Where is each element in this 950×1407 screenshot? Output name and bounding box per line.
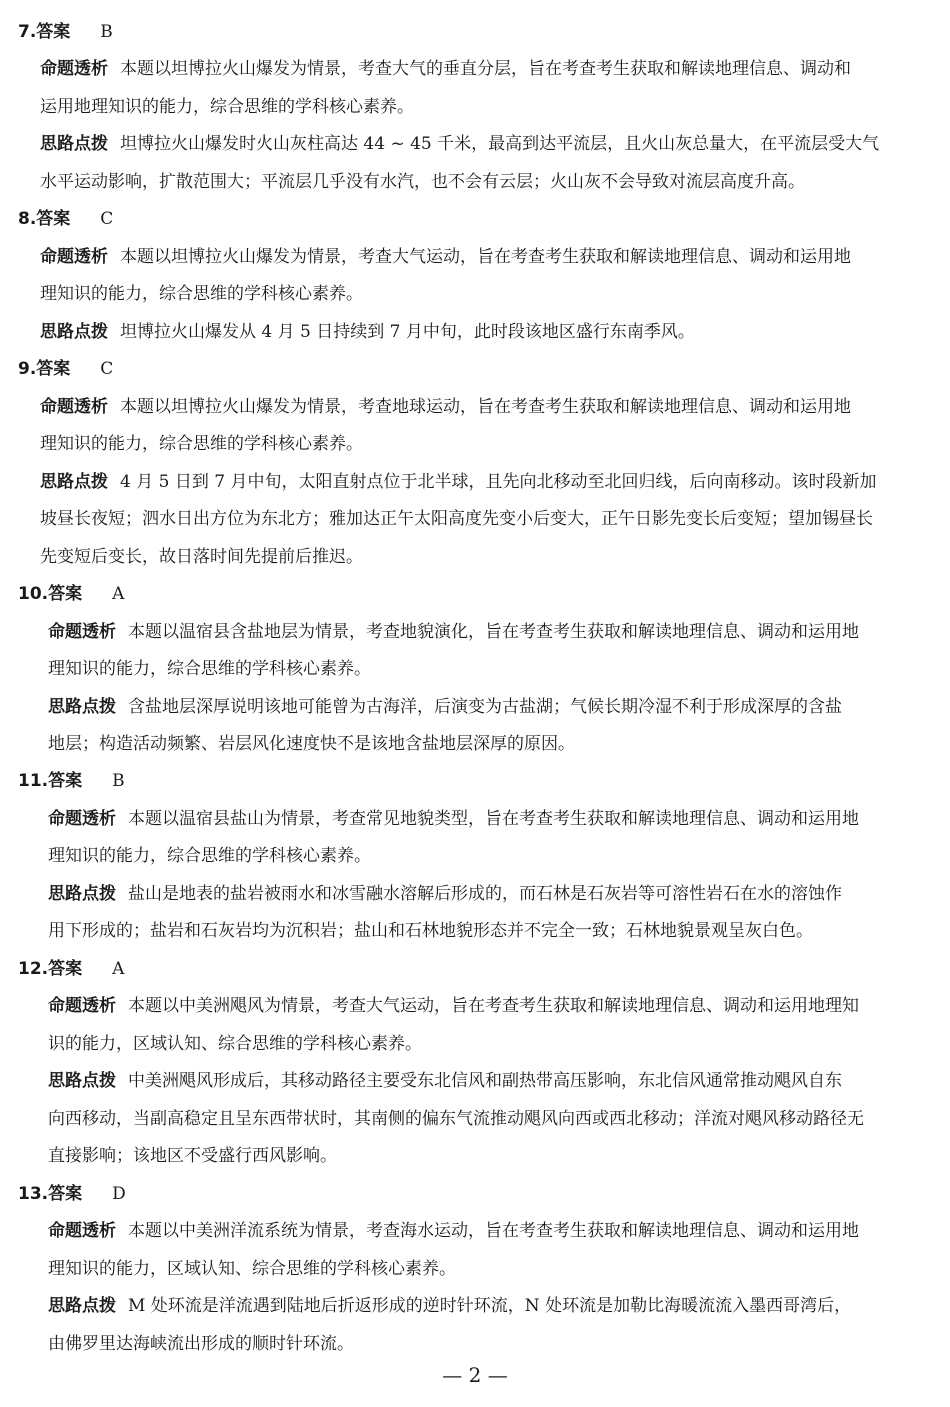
answer-label: 答案	[48, 584, 83, 604]
analysis-text: 本题以坦博拉火山爆发为情景，考查地球运动，旨在考查考生获取和解读地理信息、调动和运用地	[120, 397, 851, 417]
analysis-label: 命题透析	[48, 1221, 116, 1241]
answer-label: 答案	[48, 959, 83, 979]
analysis-text-cont: 理知识的能力，综合思维的学科核心素养。	[48, 659, 371, 679]
analysis-text-cont: 识的能力，区域认知、综合思维的学科核心素养。	[48, 1034, 422, 1054]
answer-line	[18, 769, 918, 795]
hint-line	[48, 882, 938, 908]
answer-value: A	[112, 959, 125, 979]
hint-text: 盐山是地表的盐岩被雨水和冰雪融水溶解后形成的，而石林是石灰岩等可溶性岩石在水的溶蚀作	[128, 884, 842, 904]
analysis-text-cont: 理知识的能力，综合思维的学科核心素养。	[40, 434, 363, 454]
answer-line	[18, 357, 918, 383]
answer-value: B	[100, 22, 113, 42]
hint-label: 思路点拨	[40, 472, 108, 492]
hint-text-cont: 坡昼长夜短；泗水日出方位为东北方；雅加达正午太阳高度先变小后变大，正午日影先变长后变短；望加锡昼长	[40, 509, 873, 529]
question-number: 8.	[18, 209, 37, 229]
analysis-label: 命题透析	[40, 397, 108, 417]
answer-label: 答案	[48, 771, 83, 791]
analysis-label: 命题透析	[48, 996, 116, 1016]
analysis-label: 命题透析	[48, 809, 116, 829]
question-number: 7.	[18, 22, 37, 42]
analysis-label: 命题透析	[40, 59, 108, 79]
hint-label: 思路点拨	[48, 697, 116, 717]
hint-text-cont: 地层；构造活动频繁、岩层风化速度快不是该地含盐地层深厚的原因。	[48, 734, 575, 754]
analysis-text-cont: 理知识的能力，综合思维的学科核心素养。	[40, 284, 363, 304]
hint-line	[48, 1294, 938, 1320]
hint-text: 坦博拉火山爆发从 4 月 5 日持续到 7 月中旬，此时段该地区盛行东南季风。	[120, 322, 695, 342]
answer-value: D	[112, 1184, 126, 1204]
hint-text-cont: 用下形成的；盐岩和石灰岩均为沉积岩；盐山和石林地貌形态并不完全一致；石林地貌景观呈灰白色。	[48, 921, 813, 941]
analysis-text-cont: 理知识的能力，区域认知、综合思维的学科核心素养。	[48, 1259, 456, 1279]
hint-label: 思路点拨	[48, 1071, 116, 1091]
analysis-line	[40, 395, 940, 421]
hint-text: 4 月 5 日到 7 月中旬，太阳直射点位于北半球，且先向北移动至北回归线，后向南移动。该时段新加	[120, 472, 877, 492]
hint-text-cont: 直接影响；该地区不受盛行西风影响。	[48, 1146, 337, 1166]
analysis-label: 命题透析	[48, 622, 116, 642]
question-number: 12.	[18, 959, 49, 979]
hint-text-cont: 由佛罗里达海峡流出形成的顺时针环流。	[48, 1334, 354, 1354]
hint-text: M 处环流是洋流遇到陆地后折返形成的逆时针环流，N 处环流是加勒比海暖流流入墨西哥湾后，	[128, 1296, 852, 1316]
hint-text-cont: 向西移动，当副高稳定且呈东西带状时，其南侧的偏东气流推动飓风向西或西北移动；洋流对飓风移动路径无	[48, 1109, 864, 1129]
analysis-line	[40, 245, 940, 271]
hint-text: 坦博拉火山爆发时火山灰柱高达 44 ~ 45 千米，最高到达平流层，且火山灰总量大，在平流层受大气	[120, 134, 880, 154]
analysis-label: 命题透析	[40, 247, 108, 267]
hint-text-cont: 水平运动影响，扩散范围大；平流层几乎没有水汽，也不会有云层；火山灰不会导致对流层高度升高。	[40, 172, 805, 192]
analysis-line	[48, 620, 938, 646]
answer-value: C	[100, 209, 114, 229]
analysis-text: 本题以坦博拉火山爆发为情景，考查大气的垂直分层，旨在考查考生获取和解读地理信息、调动和	[120, 59, 851, 79]
hint-text: 中美洲飓风形成后，其移动路径主要受东北信风和副热带高压影响，东北信风通常推动飓风自东	[128, 1071, 842, 1091]
question-number: 13.	[18, 1184, 49, 1204]
hint-line	[40, 320, 940, 346]
analysis-text: 本题以温宿县盐山为情景，考查常见地貌类型，旨在考查考生获取和解读地理信息、调动和运用地	[128, 809, 859, 829]
analysis-text-cont: 运用地理知识的能力，综合思维的学科核心素养。	[40, 97, 414, 117]
hint-text: 含盐地层深厚说明该地可能曾为古海洋，后演变为古盐湖；气候长期冷湿不利于形成深厚的含盐	[128, 697, 842, 717]
answer-line	[18, 582, 918, 608]
analysis-text: 本题以温宿县含盐地层为情景，考查地貌演化，旨在考查考生获取和解读地理信息、调动和运用地	[128, 622, 859, 642]
answer-label: 答案	[36, 22, 71, 42]
answer-label: 答案	[48, 1184, 83, 1204]
answer-value: C	[100, 359, 114, 379]
answer-value: A	[112, 584, 125, 604]
hint-line	[48, 1069, 938, 1095]
answer-line	[18, 957, 918, 983]
question-number: 9.	[18, 359, 37, 379]
hint-label: 思路点拨	[48, 1296, 116, 1316]
analysis-text: 本题以坦博拉火山爆发为情景，考查大气运动，旨在考查考生获取和解读地理信息、调动和运用地	[120, 247, 851, 267]
question-number: 11.	[18, 771, 49, 791]
answer-line	[18, 1182, 918, 1208]
analysis-line	[48, 994, 938, 1020]
hint-label: 思路点拨	[40, 134, 108, 154]
analysis-line	[40, 57, 940, 83]
answer-line	[18, 20, 918, 46]
hint-line	[40, 132, 940, 158]
analysis-line	[48, 807, 938, 833]
hint-label: 思路点拨	[48, 884, 116, 904]
analysis-text: 本题以中美洲飓风为情景，考查大气运动，旨在考查考生获取和解读地理信息、调动和运用地理知	[128, 996, 859, 1016]
answer-value: B	[112, 771, 125, 791]
hint-text-cont: 先变短后变长，故日落时间先提前后推迟。	[40, 547, 363, 567]
answer-label: 答案	[36, 359, 71, 379]
page-number: — 2 —	[442, 1363, 508, 1387]
hint-line	[40, 470, 940, 496]
analysis-line	[48, 1219, 938, 1245]
hint-label: 思路点拨	[40, 322, 108, 342]
question-number: 10.	[18, 584, 49, 604]
answer-line	[18, 207, 918, 233]
analysis-text-cont: 理知识的能力，综合思维的学科核心素养。	[48, 846, 371, 866]
analysis-text: 本题以中美洲洋流系统为情景，考查海水运动，旨在考查考生获取和解读地理信息、调动和运用地	[128, 1221, 859, 1241]
answer-label: 答案	[36, 209, 71, 229]
hint-line	[48, 695, 938, 721]
